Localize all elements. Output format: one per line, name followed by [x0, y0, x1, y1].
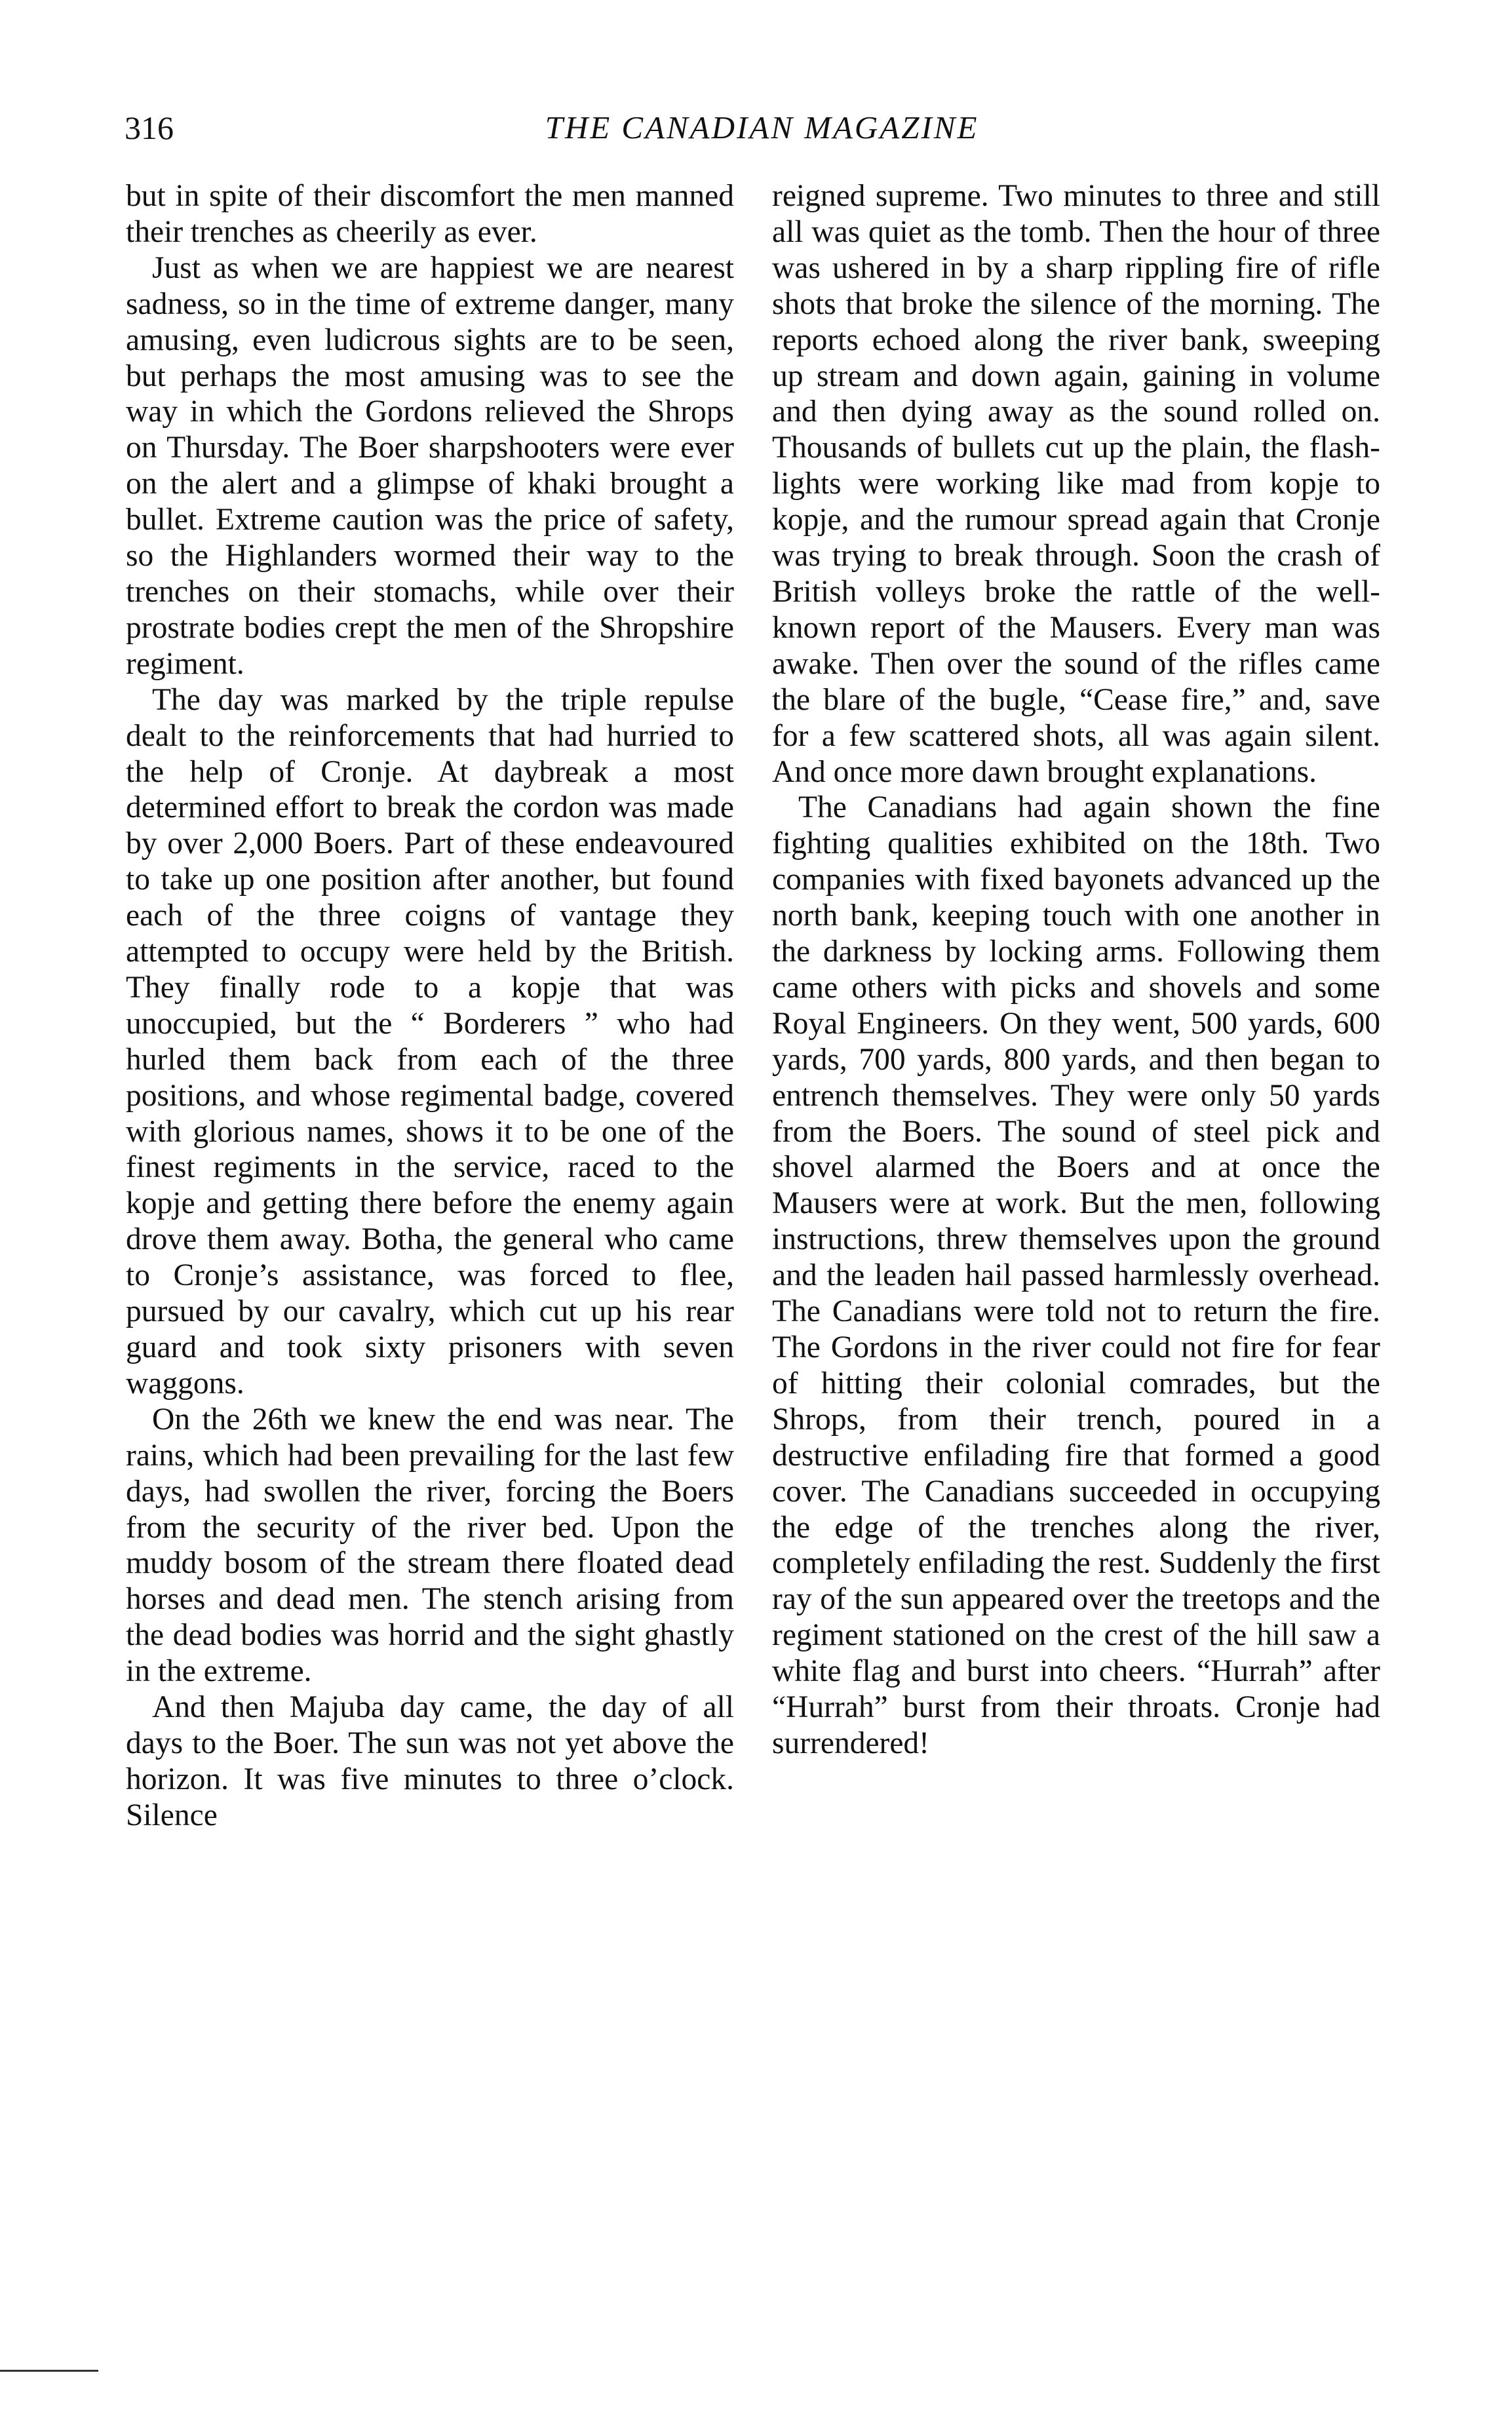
left-column	[126, 178, 734, 1834]
paragraph: The Canadians had again shown the fine fighting qualities exhibited on the 18th. Two companies with fixed bayonets advanced up the north bank, keeping touch with one another in the darkness by locking arms. Following them came others with picks and shovels and some Royal Engineers. On they went, 500 yards, 600 yards, 700 yards, 800 yards, and then began to entrench themselves. They were only 50 yards from the Boers. The sound of steel pick and shovel alarmed the Boers and at once the Mausers were at work. But the men, following instructions, threw themselves upon the ground and the leaden hail passed harmlessly overhead. The Canadians were told not to return the fire. The Gordons in the river could not fire for fear of hitting their colonial comrades, but the Shrops, from their trench, poured in a destructive enfilading fire that formed a good cover. The Canadians succeeded in occupying the edge of the trenches along the river, completely enfilading the rest. Suddenly the first ray of the sun appeared over the treetops and the regiment stationed on the crest of the hill saw a white flag and burst into cheers. “Hurrah” after “Hurrah” burst from their throats. Cronje had surrendered!	[772, 790, 1380, 1760]
right-column	[772, 178, 1380, 1762]
paragraph: On the 26th we knew the end was near. The rains, which had been prevailing for the last few days, had swollen the river, forcing the Boers from the security of the river bed. Upon the muddy bosom of the stream there floated dead horses and dead men. The stench arising from the dead bodies was horrid and the sight ghastly in the extreme.	[126, 1402, 734, 1689]
paragraph: reigned supreme. Two minutes to three and still all was quiet as the tomb. Then the hour of three was ushered in by a sharp rippling fire of rifle shots that broke the silence of the morning. The reports echoed along the river bank, sweeping up stream and down again, gaining in volume and then dying away as the sound rolled on. Thousands of bullets cut up the plain, the flash-lights were working like mad from kopje to kopje, and the rumour spread again that Cronje was trying to break through. Soon the crash of British volleys broke the rattle of the well-known report of the Mausers. Every man was awake. Then over the sound of the rifles came the blare of the bugle, “Cease fire,” and, save for a few scattered shots, all was again silent. And once more dawn brought explanations.	[772, 179, 1380, 789]
paragraph: but in spite of their discomfort the men manned their trenches as cheerily as ever.	[126, 179, 734, 249]
running-title: THE CANADIAN MAGAZINE	[545, 109, 979, 145]
paragraph: The day was marked by the triple repulse dealt to the reinforcements that had hurried to the help of Cronje. At daybreak a most determined effort to break the cordon was made by over 2,000 Boers. Part of these endeavoured to take up one position after another, but found each of the three coigns of vantage they attempted to occupy were held by the British. They finally rode to a kopje that was unoccupied, but the “ Borderers ” who had hurled them back from each of the three positions, and whose regimental badge, covered with glorious names, shows it to be one of the finest regiments in the service, raced to the kopje and getting there before the enemy again drove them away. Botha, the general who came to Cronje’s assistance, was forced to flee, pursued by our cavalry, which cut up his rear guard and took sixty prisoners with seven waggons.	[126, 682, 734, 1401]
paragraph: Just as when we are happiest we are nearest sadness, so in the time of extreme danger, many amusing, even ludicrous sights are to be seen, but perhaps the most amusing was to see the way in which the Gordons relieved the Shrops on Thursday. The Boer sharpshooters were ever on the alert and a glimpse of khaki brought a bullet. Extreme caution was the price of safety, so the Highlanders wormed their way to the trenches on their stomachs, while over their prostrate bodies crept the men of the Shropshire regiment.	[126, 250, 734, 681]
page-number: 316	[125, 109, 174, 146]
footer-rule	[0, 2370, 98, 2372]
page-header	[125, 102, 1399, 154]
paragraph: And then Majuba day came, the day of all days to the Boer. The sun was not yet above the horizon. It was five minutes to three o’clock. Silence	[126, 1690, 734, 1832]
